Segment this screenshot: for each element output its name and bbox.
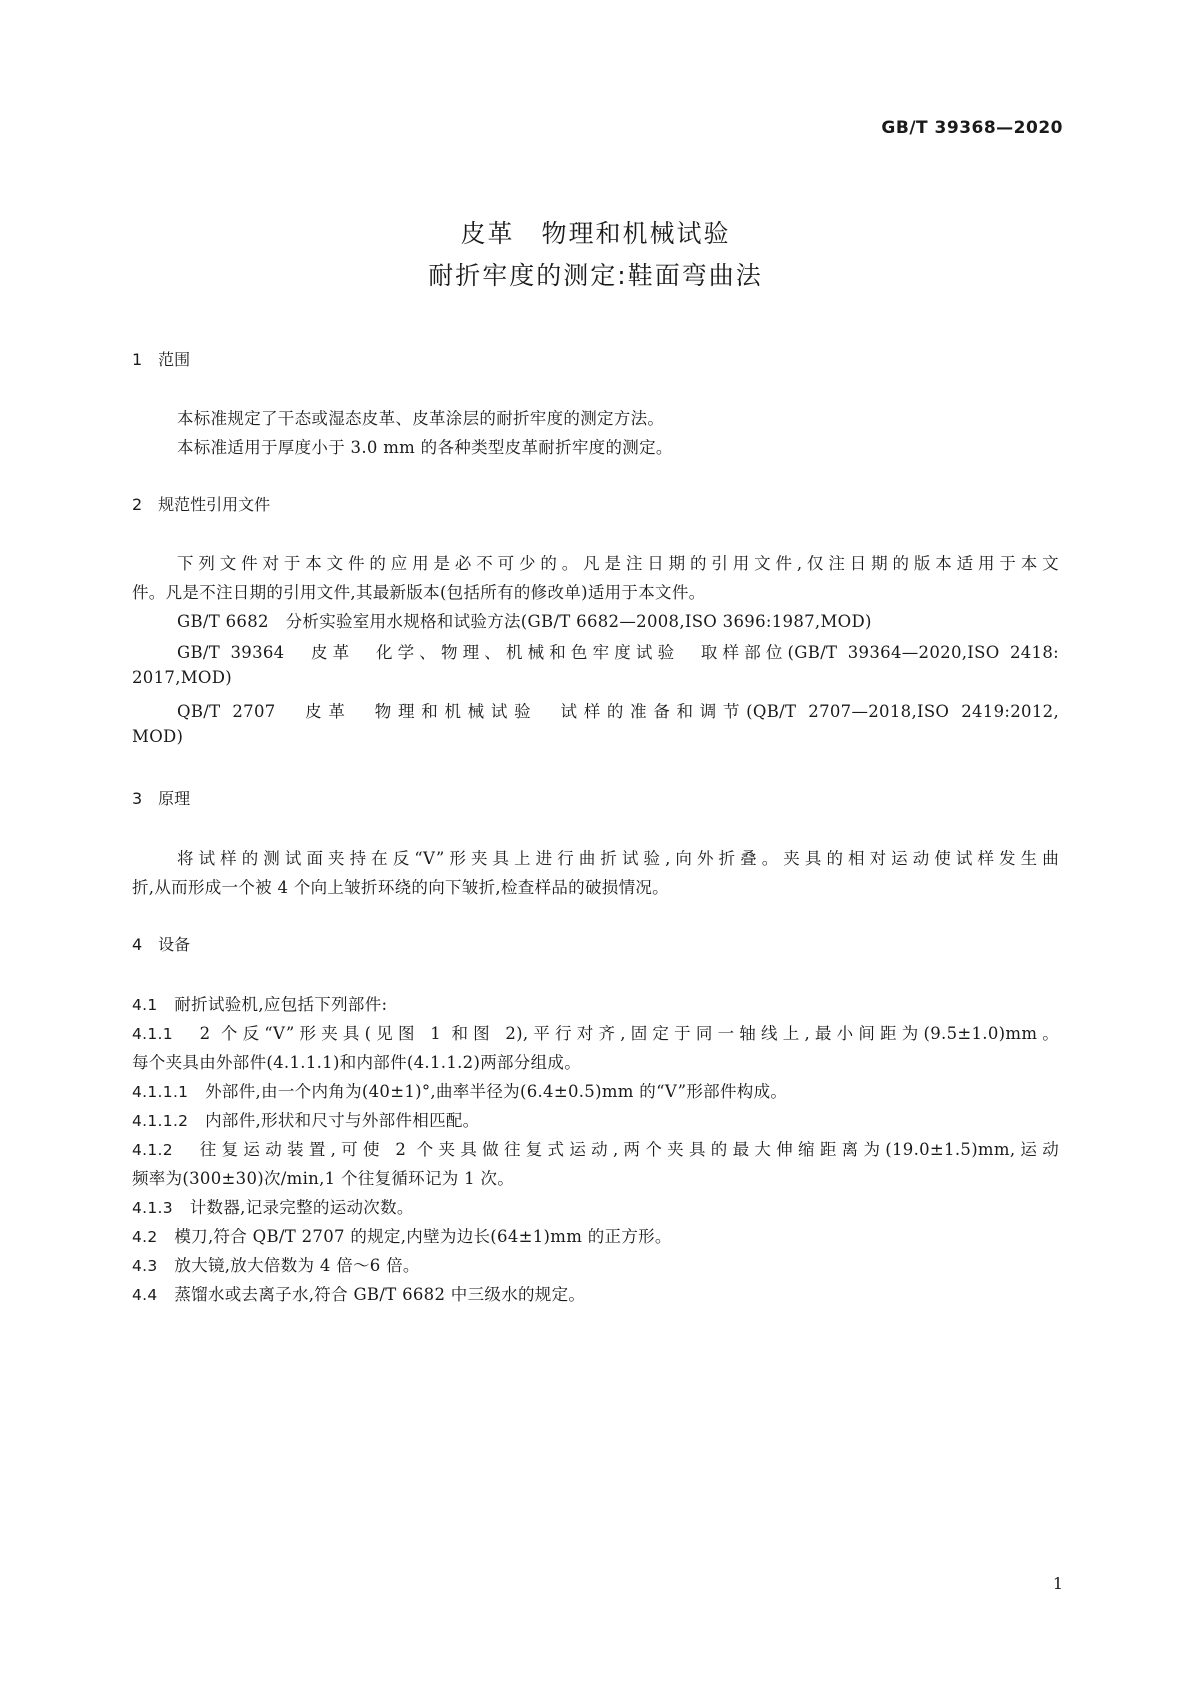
clause-number: 4.1.1.1 (132, 1083, 189, 1101)
clause-number: 4.1.1 (132, 1025, 173, 1043)
clause-number: 4.1 (132, 996, 158, 1014)
section-1-heading: 1 范围 (132, 350, 191, 369)
section-2-heading: 2 规范性引用文件 (132, 495, 271, 514)
clause-4-1-2 (132, 1136, 1059, 1160)
reference-gbt-6682: GB/T 6682 分析实验室用水规格和试验方法(GB/T 6682—2008,ISO 3696:1987,MOD) (177, 612, 872, 631)
standard-number: GB/T 39368—2020 (881, 118, 1063, 138)
clause-text: 内部件,形状和尺寸与外部件相匹配。 (188, 1111, 480, 1130)
clause-text: 往复运动装置,可使 2 个夹具做往复式运动,两个夹具的最大伸缩距离为(19.0±1.5)mm,运动 (172, 1140, 1059, 1159)
clause-text: 频率为(300±30)次/min,1 个往复循环记为 1 次。 (132, 1169, 515, 1188)
clause-text: 模刀,符合 QB/T 2707 的规定,内壁为边长(64±1)mm 的正方形。 (157, 1227, 672, 1246)
section-3-paragraph-line1: 将试样的测试面夹持在反“V”形夹具上进行曲折试验,向外折叠。夹具的相对运动使试样发生曲 (177, 849, 1059, 868)
clause-number: 4.1.2 (132, 1141, 173, 1159)
clause-number: 4.1.3 (132, 1199, 173, 1217)
clause-text: 2 个反“V”形夹具(见图 1 和图 2),平行对齐,固定于同一轴线上,最小间距为(9.5±1.0)mm。 (172, 1024, 1059, 1043)
section-2-paragraph-line2: 件。凡是不注日期的引用文件,其最新版本(包括所有的修改单)适用于本文件。 (132, 583, 706, 602)
clause-text: 蒸馏水或去离子水,符合 GB/T 6682 中三级水的规定。 (157, 1285, 586, 1304)
clause-text: 外部件,由一个内角为(40±1)°,曲率半径为(6.4±0.5)mm 的“V”形部件构成。 (188, 1082, 788, 1101)
clause-4-4 (132, 1281, 585, 1305)
clause-4-1-1-continuation (132, 1049, 581, 1073)
document-title-line2: 耐折牢度的测定:鞋面弯曲法 (428, 261, 763, 290)
section-2-paragraph-line1: 下列文件对于本文件的应用是必不可少的。凡是注日期的引用文件,仅注日期的版本适用于本文 (177, 554, 1059, 573)
clause-4-1-1-1 (132, 1078, 787, 1102)
clause-4-1-2-continuation (132, 1165, 514, 1189)
clause-number: 4.3 (132, 1257, 158, 1275)
clause-4-1 (132, 991, 387, 1015)
clause-number: 4.1.1.2 (132, 1112, 189, 1130)
clause-4-3 (132, 1252, 420, 1276)
clause-4-1-3 (132, 1194, 414, 1218)
clause-number: 4.4 (132, 1286, 158, 1304)
section-3-heading: 3 原理 (132, 789, 191, 808)
document-title-line1: 皮革 物理和机械试验 (460, 219, 731, 248)
reference-qbt-2707-line1: QB/T 2707 皮革 物理和机械试验 试样的准备和调节(QB/T 2707—2018,ISO 2419:2012, (177, 702, 1059, 721)
clause-text: 耐折试验机,应包括下列部件: (157, 995, 388, 1014)
clause-4-1-1 (132, 1020, 1059, 1044)
reference-gbt-39364-line2: 2017,MOD) (132, 668, 233, 687)
clause-text: 放大镜,放大倍数为 4 倍～6 倍。 (157, 1256, 420, 1275)
clause-number: 4.2 (132, 1228, 158, 1246)
section-1-paragraph-2: 本标准适用于厚度小于 3.0 mm 的各种类型皮革耐折牢度的测定。 (177, 438, 673, 457)
clause-text: 每个夹具由外部件(4.1.1.1)和内部件(4.1.1.2)两部分组成。 (132, 1053, 582, 1072)
section-4-heading: 4 设备 (132, 935, 191, 954)
section-3-paragraph-line2: 折,从而形成一个被 4 个向上皱折环绕的向下皱折,检查样品的破损情况。 (132, 878, 669, 897)
reference-qbt-2707-line2: MOD) (132, 727, 184, 746)
clause-4-2 (132, 1223, 672, 1247)
clause-text: 计数器,记录完整的运动次数。 (172, 1198, 414, 1217)
page-number: 1 (1052, 1574, 1063, 1593)
section-1-paragraph-1: 本标准规定了干态或湿态皮革、皮革涂层的耐折牢度的测定方法。 (177, 409, 665, 428)
clause-4-1-1-2 (132, 1107, 479, 1131)
reference-gbt-39364-line1: GB/T 39364 皮革 化学、物理、机械和色牢度试验 取样部位(GB/T 39364—2020,ISO 2418: (177, 643, 1059, 662)
